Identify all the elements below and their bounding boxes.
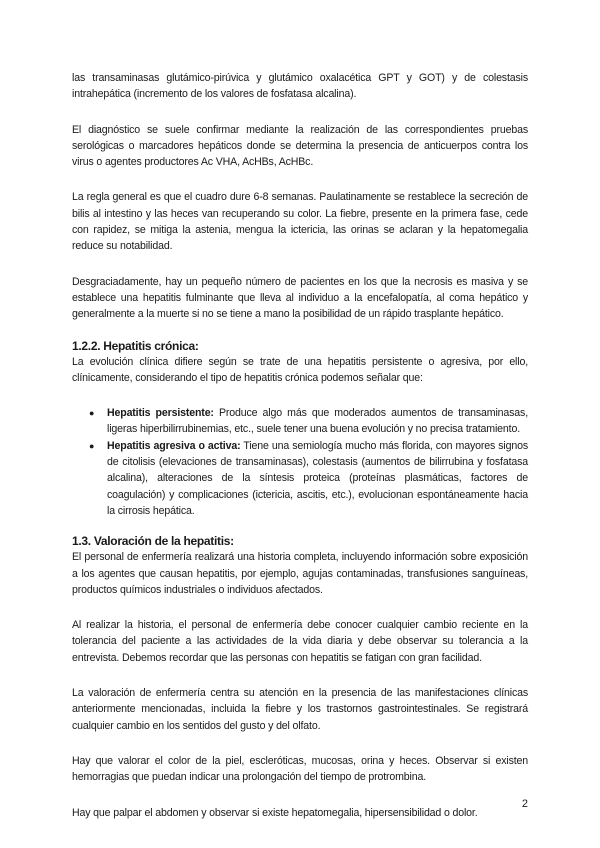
heading-chronic-hepatitis: 1.2.2. Hepatitis crónica: (72, 338, 199, 353)
bullet-icon: ● (89, 440, 95, 451)
paragraph-chronic-intro: La evolución clínica difiere según se trate de una hepatitis persistente o agresiva, por ello, clínicamente, considerando el tipo de hepatitis crónica podemos señalar que: (72, 355, 528, 384)
list-item (72, 405, 528, 438)
page-number: 2 (521, 798, 528, 810)
list-item-text: Produce algo más que moderados aumentos de transaminasas, ligeras hiperbilirrubinemias, etc., suele tener una buena evolución y no precisa tratamiento. (107, 407, 528, 436)
heading-assessment: 1.3. Valoración de la hepatitis: (72, 534, 234, 549)
paragraph-manifestations: La valoración de enfermería centra su atención en la presencia de las manifestaciones clínicas anteriormente mencionadas, incluida la fiebre y los trastornos gastrointestinales. Se registrará cualquier cambio en los sentidos del gusto y del olfato. (72, 687, 528, 732)
list-item-term: Hepatitis persistente: (107, 407, 214, 420)
paragraph-tolerance: Al realizar la historia, el personal de enfermería debe conocer cualquier cambio reciente en la tolerancia del paciente a las actividades de la vida diaria y debe observar su tolerancia a la entrevista. Debemos recordar que las personas con hepatitis se fatigan con gran facilidad. (72, 619, 528, 664)
list-item-content (107, 438, 528, 519)
list-item-term: Hepatitis agresiva o activa: (107, 439, 241, 452)
paragraph-general-rule: La regla general es que el cuadro dure 6-8 semanas. Paulatinamente se restablece la secreción de bilis al intestino y las heces van recuperando su color. La fiebre, presente en la primera fase, cede con rapidez, se mitiga la astenia, mengua la ictericia, las orinas se aclaran y la hepatomegalia reduce su notabilidad. (72, 191, 528, 253)
paragraph-skin-color: Hay que valorar el color de la piel, escleróticas, mucosas, orina y heces. Observar si existen hemorragias que puedan indicar una prolongación del tiempo de protrombina. (72, 754, 528, 784)
list-item-text: Tiene una semiología mucho más florida, con mayores signos de citolisis (elevaciones de transaminasas), colestasis (aumentos de bilirrubina y fosfatasa alcalina), alteraciones de la síntesis proteica (proteínas plasmáticas, factores de coagulación) y complicaciones (ictericia, ascitis, etc.), evolucionan espontáneamente hacia la cirrosis hepática. (107, 439, 528, 517)
paragraph-palpation: Hay que palpar el abdomen y observar si existe hepatomegalia, hipersensibilidad o dolor. (72, 806, 478, 819)
paragraph-fulminant: Desgraciadamente, hay un pequeño número de pacientes en los que la necrosis es masiva y se establece una hepatitis fulminante que lleva al individuo a la encefalopatía, al coma hepático y generalmente a la muerte si no se tiene a mano la posibilidad de un rápido trasplante hepático. (72, 275, 528, 321)
list-item (72, 438, 528, 519)
list-item-content (107, 405, 528, 438)
paragraph-nursing-history: El personal de enfermería realizará una historia completa, incluyendo información sobre exposición a los agentes que causan hepatitis, por ejemplo, agujas contaminadas, transfusiones sanguíneas, productos químicos industriales o individuos afectados. (72, 551, 528, 596)
paragraph-transaminases: las transaminasas glutámico-pirúvica y glutámico oxalacética GPT y GOT) y de colestasis intrahepática (incremento de los valores de fosfatasa alcalina). (72, 72, 528, 101)
chronic-types-list (72, 405, 528, 519)
bullet-icon: ● (89, 408, 95, 419)
paragraph-diagnosis: El diagnóstico se suele confirmar mediante la realización de las correspondientes pruebas serológicas o marcadores hepáticos donde se determina la presencia de anticuerpos contra los virus o agentes productores Ac VHA, AcHBs, AcHBc. (72, 123, 528, 169)
document-page (72, 70, 528, 840)
